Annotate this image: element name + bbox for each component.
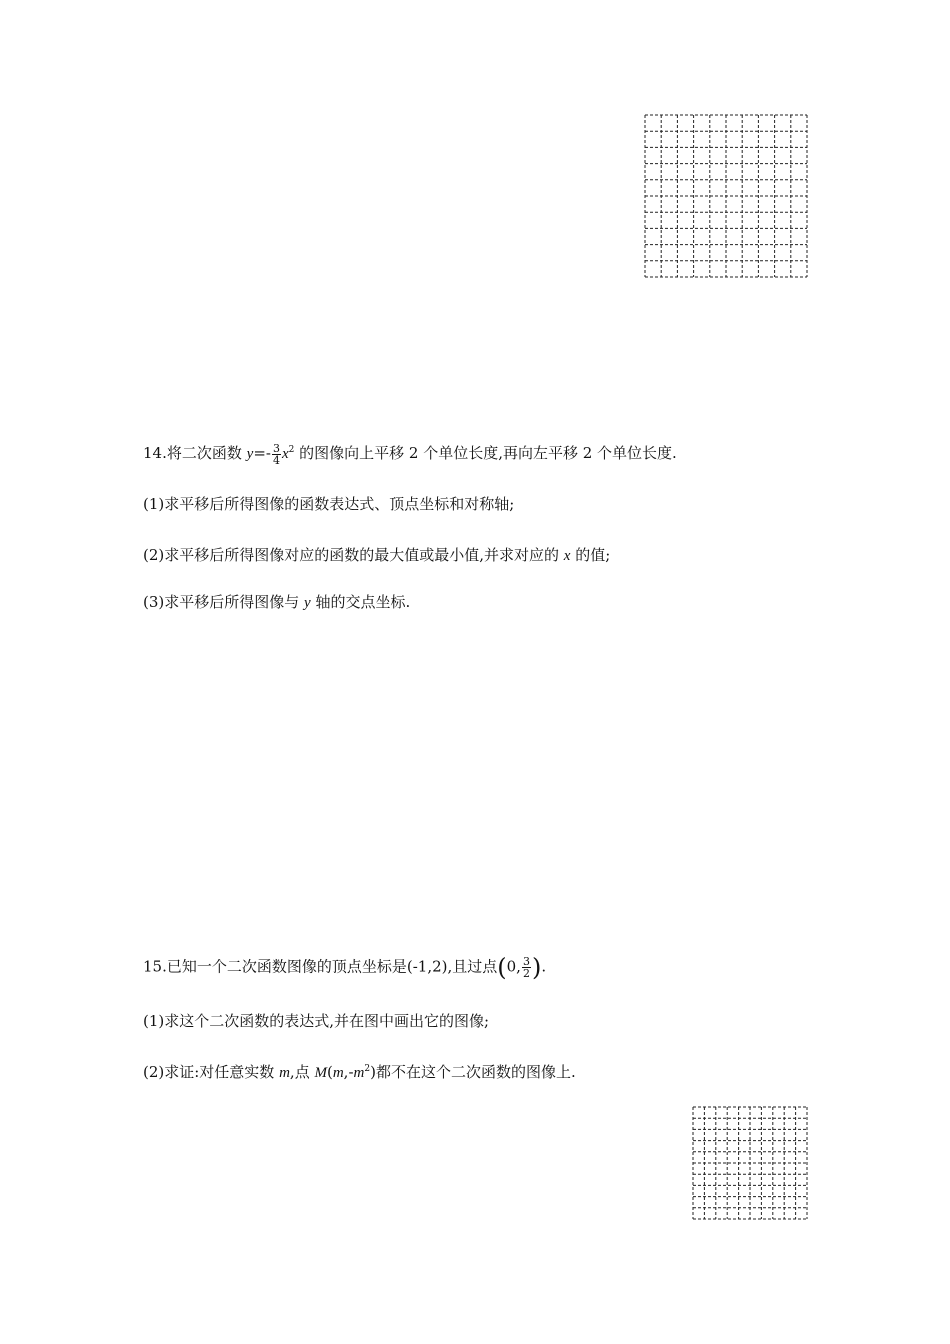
paren-open: ( bbox=[497, 953, 507, 982]
fraction-denominator: 2 bbox=[522, 967, 530, 980]
q3-text-a: (3)求平移后所得图像与 bbox=[143, 593, 305, 611]
q2-text-a: (2)求证:对任意实数 bbox=[143, 1063, 280, 1081]
problem-14-stem bbox=[143, 440, 677, 466]
coordinate-grid-bottom bbox=[692, 1106, 808, 1220]
q2-text-b: 的值; bbox=[570, 546, 611, 564]
problem-15-number: 15. bbox=[143, 957, 167, 976]
q2-text-a: (2)求平移后所得图像对应的函数的最大值或最小值,并求对应的 bbox=[143, 546, 564, 564]
q2-text-e: )都不在这个二次函数的图像上. bbox=[370, 1063, 576, 1081]
var-m: m bbox=[353, 1065, 365, 1081]
problem-14-number: 14. bbox=[143, 444, 167, 462]
var-m: m bbox=[332, 1065, 344, 1081]
fraction-numerator: 3 bbox=[522, 955, 530, 968]
var-x: x bbox=[281, 446, 289, 462]
var-y: y bbox=[246, 446, 254, 462]
q2-var-x: x bbox=[563, 548, 571, 564]
exponent: 2 bbox=[364, 1064, 371, 1074]
q2-text-b: ,点 bbox=[289, 1063, 315, 1081]
q2-text-d: ,- bbox=[343, 1063, 354, 1081]
fraction-numerator: 3 bbox=[272, 441, 280, 455]
problem-15-intro: 已知一个二次函数图像的顶点坐标是(-1,2),且过点 bbox=[166, 957, 498, 976]
paren-close: ) bbox=[531, 953, 542, 982]
coordinate-grid-top bbox=[644, 114, 808, 278]
exponent: 2 bbox=[288, 445, 295, 455]
problem-14-q3 bbox=[143, 592, 410, 613]
fraction-three-quarters bbox=[272, 443, 281, 466]
problem-14-q2 bbox=[143, 545, 610, 566]
problem-15-q2 bbox=[143, 1059, 576, 1083]
fraction-denominator: 4 bbox=[272, 453, 280, 467]
q3-var-y: y bbox=[304, 595, 311, 611]
problem-14-intro-b: 的图像向上平移 2 个单位长度,再向左平移 2 个单位长度. bbox=[294, 444, 677, 462]
fraction-three-halves bbox=[522, 956, 531, 979]
point-x: 0, bbox=[506, 957, 521, 976]
var-m: m bbox=[279, 1065, 290, 1081]
period: . bbox=[541, 957, 547, 976]
equals-minus: =- bbox=[253, 444, 271, 462]
problem-14-q1: (1)求平移后所得图像的函数表达式、顶点坐标和对称轴; bbox=[143, 495, 515, 513]
grid-svg-bottom bbox=[692, 1106, 808, 1220]
var-M: M bbox=[314, 1065, 327, 1081]
problem-15-stem bbox=[143, 953, 547, 982]
grid-svg-top bbox=[644, 114, 808, 278]
q3-text-b: 轴的交点坐标. bbox=[310, 593, 411, 611]
problem-14-intro-a: 将二次函数 bbox=[166, 444, 247, 462]
q2-text-c: ( bbox=[326, 1063, 333, 1081]
problem-15-q1: (1)求这个二次函数的表达式,并在图中画出它的图像; bbox=[143, 1012, 490, 1030]
